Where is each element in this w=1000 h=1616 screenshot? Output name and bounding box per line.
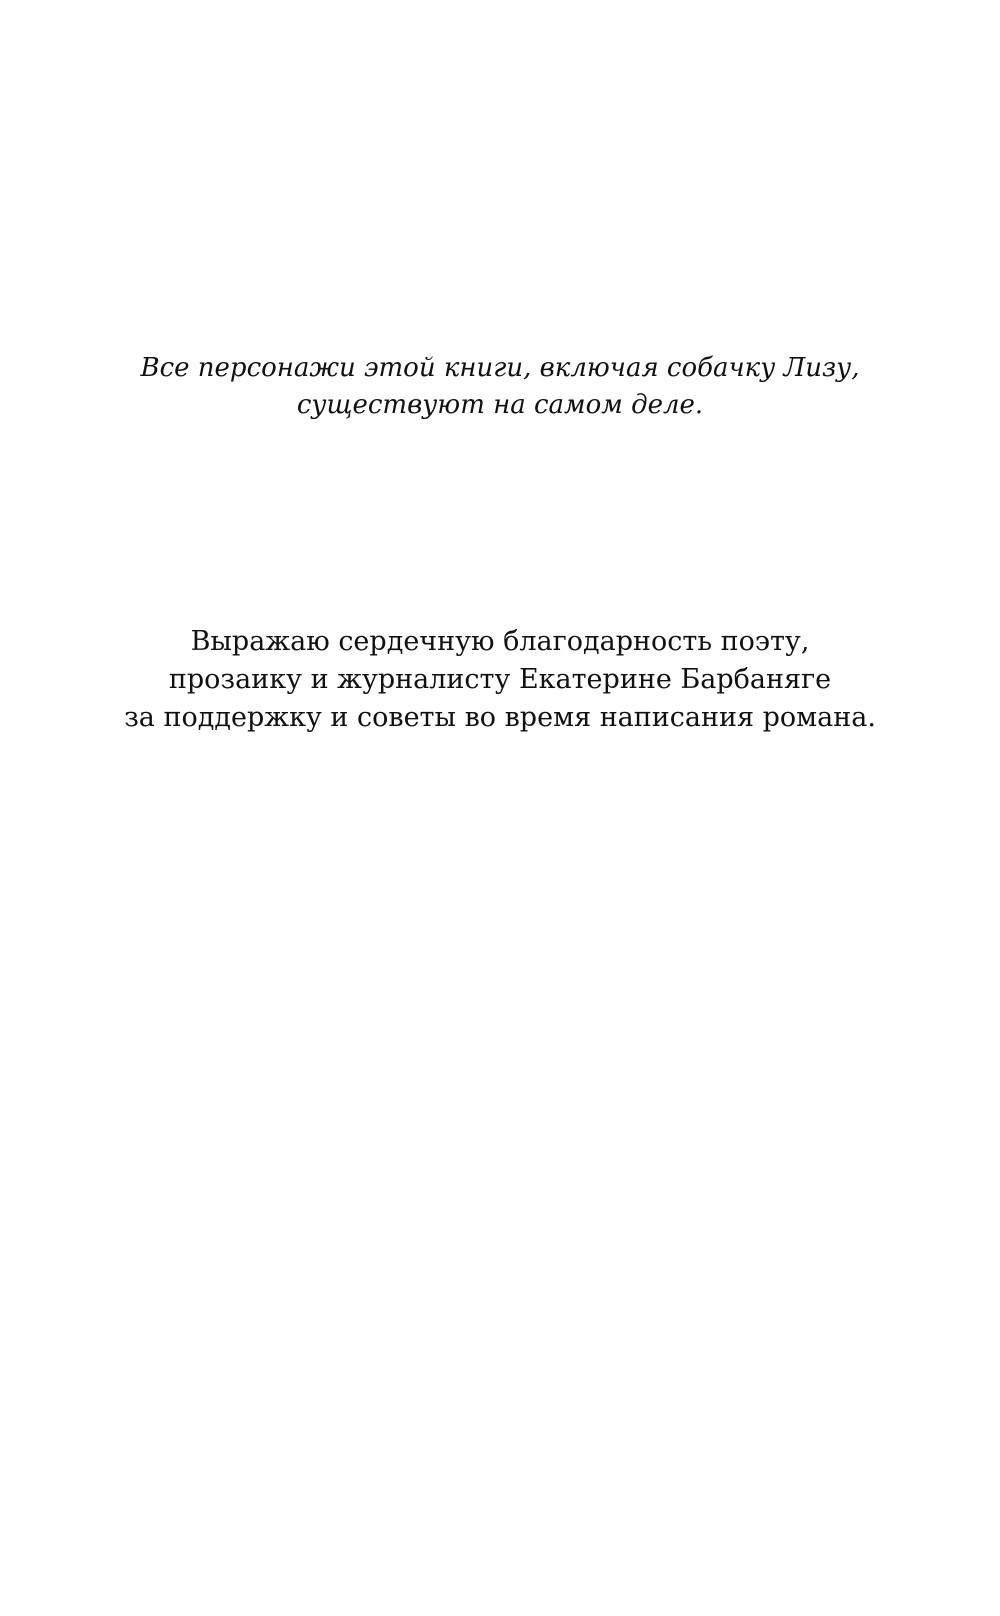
acknowledgement-line-3: за поддержку и советы во время написания романа.: [124, 702, 876, 733]
disclaimer-line-1: Все персонажи этой книги, включая собачку Лизу,: [140, 353, 860, 383]
acknowledgement-line-2: прозаику и журналисту Екатерине Барбаняге: [168, 664, 832, 695]
acknowledgement-note: [0, 623, 1000, 737]
acknowledgement-line-1: Выражаю сердечную благодарность поэту,: [190, 626, 810, 657]
disclaimer-line-2: существуют на самом деле.: [296, 390, 704, 420]
disclaimer-note: [0, 350, 1000, 424]
